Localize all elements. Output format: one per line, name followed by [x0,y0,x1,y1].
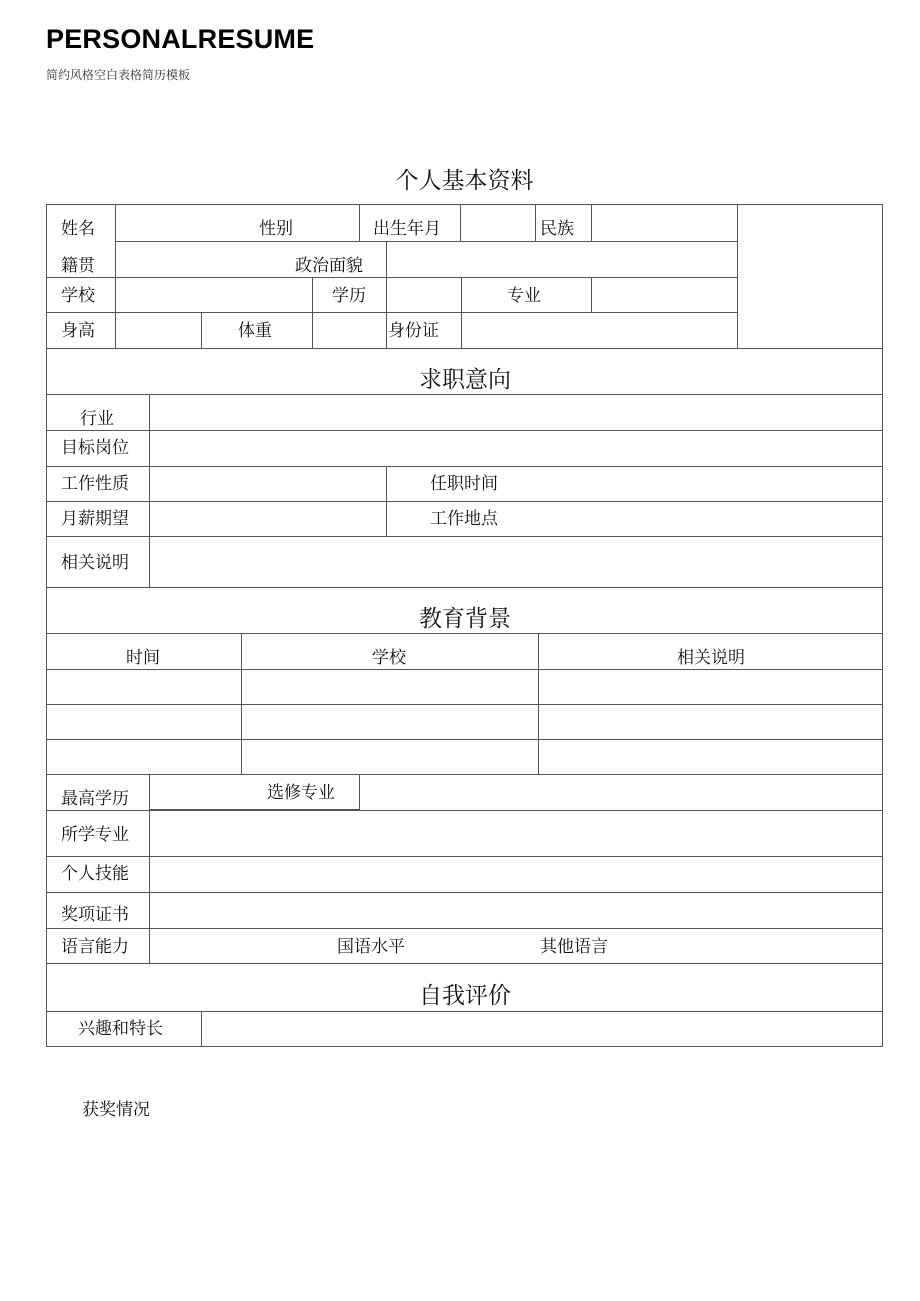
job-type-field[interactable] [150,467,386,501]
elective-major-field[interactable] [360,775,883,810]
native-place-field[interactable] [116,242,286,277]
education-school-cell-1[interactable] [242,670,538,704]
column-divider [201,312,202,348]
resume-form-table [46,204,883,1047]
school-label: 学校 [61,286,95,306]
native-place-label: 籍贯 [61,256,95,276]
height-field[interactable] [116,313,201,348]
interests-field[interactable] [202,1012,883,1047]
education-time-cell-1[interactable] [48,670,241,704]
education-heading: 教育背景 [419,606,511,632]
industry-field[interactable] [150,395,883,430]
target-position-field[interactable] [150,431,883,466]
expected-salary-field[interactable] [150,502,386,536]
education-time-cell-2[interactable] [48,705,241,739]
studied-major-field[interactable] [150,811,883,856]
id-card-field[interactable] [462,313,737,348]
work-location-field[interactable] [517,502,883,536]
column-divider [386,466,387,536]
industry-label: 行业 [80,409,114,429]
education-notes-header: 相关说明 [677,648,745,668]
column-divider [359,205,360,241]
row-divider [47,348,883,349]
school-field[interactable] [116,278,312,312]
self-evaluation-heading: 自我评价 [419,983,511,1009]
political-status-field[interactable] [387,242,737,277]
job-type-label: 工作性质 [61,474,129,494]
column-divider [386,312,387,348]
column-divider [461,277,462,312]
education-notes-cell-3[interactable] [539,740,883,774]
document-title: PERSONALRESUME [46,24,315,54]
birth-date-label: 出生年月 [373,219,441,239]
job-notes-label: 相关说明 [61,553,129,573]
education-time-cell-3[interactable] [48,740,241,774]
start-time-label: 任职时间 [430,474,498,494]
major-field[interactable] [592,278,737,312]
target-position-label: 目标岗位 [61,438,129,458]
education-notes-cell-2[interactable] [539,705,883,739]
certificates-label: 奖项证书 [61,905,129,925]
name-label: 姓名 [61,219,95,239]
highest-degree-label: 最高学历 [61,789,129,809]
interests-label: 兴趣和特长 [78,1019,163,1039]
degree-label: 学历 [332,286,366,306]
elective-major-label: 选修专业 [267,783,335,803]
name-field[interactable] [116,205,251,241]
row-divider [47,633,883,634]
education-time-header: 时间 [126,648,160,668]
education-school-cell-2[interactable] [242,705,538,739]
weight-label: 体重 [238,321,272,341]
job-notes-field[interactable] [150,537,883,587]
education-school-header: 学校 [372,648,406,668]
column-divider [312,277,313,312]
column-divider [535,205,536,241]
height-label: 身高 [61,321,95,341]
basic-info-heading: 个人基本资料 [395,168,534,194]
other-languages-label: 其他语言 [540,937,608,957]
birth-date-field[interactable] [461,205,535,241]
highest-degree-field[interactable] [150,775,260,809]
political-status-label: 政治面貌 [295,256,363,276]
ethnicity-label: 民族 [540,219,574,239]
education-school-cell-3[interactable] [242,740,538,774]
skills-label: 个人技能 [61,864,129,884]
ethnicity-field[interactable] [592,205,737,241]
awards-label: 获奖情况 [82,1100,150,1120]
other-languages-field[interactable] [627,929,883,963]
start-time-field[interactable] [517,467,883,501]
weight-field[interactable] [313,313,386,348]
certificates-field[interactable] [150,893,883,928]
studied-major-label: 所学专业 [61,825,129,845]
row-divider [47,587,883,588]
document-subtitle: 简约风格空白表格简历模板 [46,68,191,82]
language-ability-label: 语言能力 [61,937,129,957]
gender-label: 性别 [259,219,293,239]
row-divider [47,963,883,964]
education-notes-cell-1[interactable] [539,670,883,704]
mandarin-level-label: 国语水平 [337,937,405,957]
major-label: 专业 [507,286,541,306]
expected-salary-label: 月薪期望 [61,509,129,529]
degree-field[interactable] [387,278,461,312]
skills-field[interactable] [150,857,883,892]
work-location-label: 工作地点 [430,509,498,529]
id-card-label: 身份证 [388,321,439,341]
job-intent-heading: 求职意向 [419,367,511,393]
photo-placeholder[interactable] [738,205,883,348]
